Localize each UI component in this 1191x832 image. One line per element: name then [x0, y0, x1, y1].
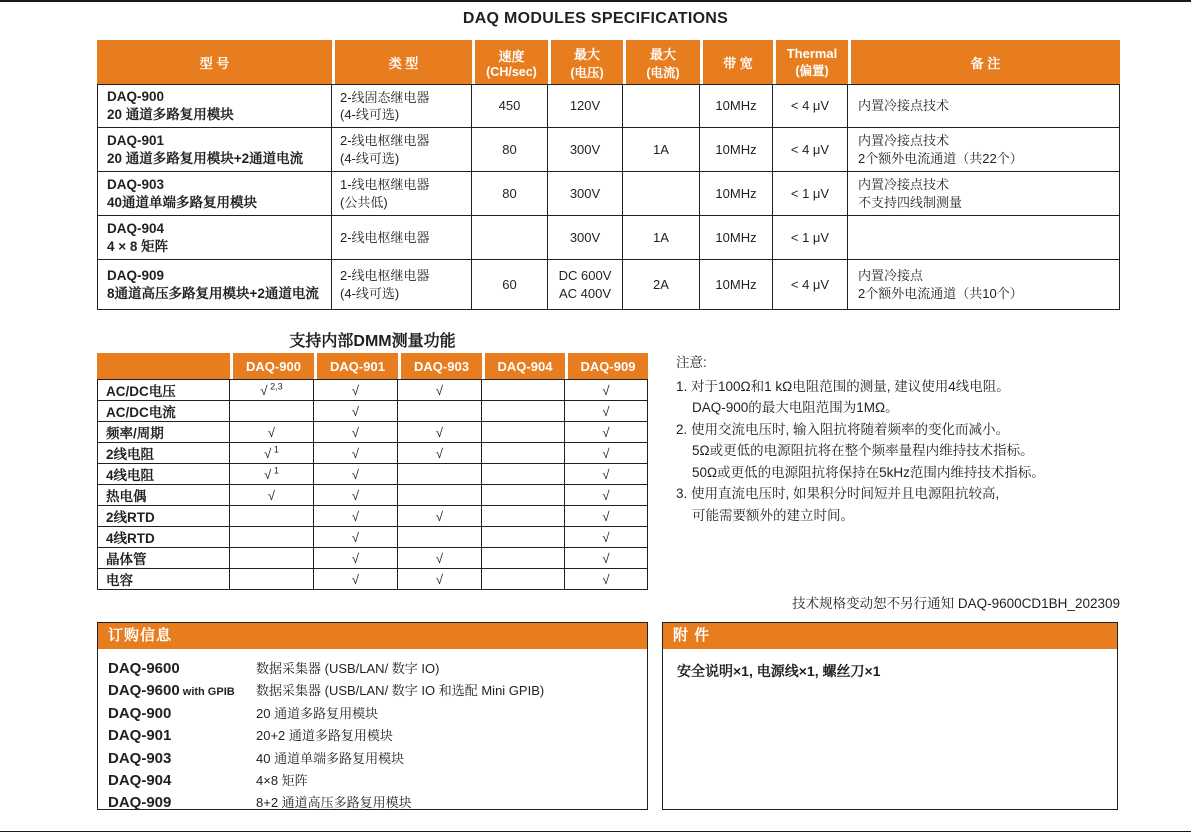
- model-cell: [97, 216, 332, 260]
- check-mark-superscript: 1: [271, 465, 279, 476]
- ordering-item-model: [108, 705, 256, 722]
- check-mark: √: [602, 487, 610, 503]
- check-mark: √: [435, 571, 444, 587]
- spec-col-header: [700, 40, 773, 84]
- dmm-mark-cell: [398, 464, 482, 485]
- type-line: 2-线电枢继电器: [340, 268, 430, 284]
- check-mark: √: [602, 403, 610, 419]
- dmm-table-body: [97, 379, 648, 590]
- dmm-table-row: [97, 527, 648, 548]
- voltage-line: AC 400V: [558, 285, 612, 301]
- check-mark: √: [602, 445, 610, 461]
- ordering-item: [108, 680, 647, 702]
- dmm-table-row: [97, 422, 648, 443]
- model-cell: [97, 128, 332, 172]
- check-mark-superscript: 1: [271, 444, 279, 455]
- dmm-mark-cell: [482, 422, 565, 443]
- notes-section: [676, 352, 1126, 526]
- type-line: 2-线电枢继电器: [340, 133, 430, 149]
- dmm-mark-cell: [398, 485, 482, 506]
- spec-col-header-line2: (CH/sec): [486, 64, 537, 79]
- ordering-item: [108, 792, 647, 814]
- dmm-mark-cell: [314, 464, 398, 485]
- speed-cell: 80: [472, 128, 548, 172]
- current-cell: 1A: [623, 216, 700, 260]
- dmm-mark-cell: [565, 401, 648, 422]
- type-line: 1-线电枢继电器: [340, 177, 430, 193]
- spec-col-header-line1: 最大: [573, 46, 600, 62]
- accessories-box: [662, 622, 1118, 810]
- ordering-item-model-name: DAQ-9600: [108, 660, 180, 677]
- dmm-mark-cell: [565, 485, 648, 506]
- note-line: 3. 使用直流电压时, 如果积分时间短并且电源阻抗较高,: [676, 486, 1000, 501]
- ordering-item-model-suffix: with GPIB: [179, 686, 235, 699]
- ordering-item-desc: 40 通道单端多路复用模块: [256, 750, 405, 766]
- note-line: 1. 对于100Ω和1 kΩ电阻范围的测量, 建议使用4线电阻。: [676, 378, 1010, 394]
- model-cell: [97, 260, 332, 310]
- dmm-col-header: DAQ-909: [565, 353, 648, 379]
- spec-table-row: [97, 172, 1120, 216]
- dmm-mark-cell: [482, 443, 565, 464]
- spec-col-header-line1: Thermal: [786, 45, 838, 61]
- model-line: DAQ-901: [107, 132, 165, 148]
- check-mark: √: [264, 445, 272, 461]
- check-mark: √: [435, 550, 444, 566]
- spec-col-header: [472, 40, 548, 84]
- model-line: 8通道高压多路复用模块+2通道电流: [107, 285, 319, 301]
- spec-col-header-line1: 型 号: [199, 55, 230, 71]
- dmm-mark-cell: [230, 422, 314, 443]
- voltage-cell: [548, 128, 623, 172]
- spec-table-header-row: [97, 40, 1120, 84]
- model-line: DAQ-909: [107, 267, 165, 283]
- dmm-row-label: 2线RTD: [97, 506, 230, 527]
- remarks-line: 内置冷接点技术: [858, 98, 950, 114]
- ordering-item-model: [108, 772, 256, 789]
- model-line: 40通道单端多路复用模块: [107, 194, 258, 210]
- dmm-table-row: [97, 548, 648, 569]
- check-mark: √: [351, 424, 360, 440]
- check-mark: √: [602, 424, 610, 440]
- voltage-line: 300V: [569, 229, 601, 245]
- voltage-line: 300V: [569, 185, 601, 201]
- dmm-table-title: 支持内部DMM测量功能: [289, 333, 456, 350]
- dmm-mark-cell: [482, 379, 565, 401]
- ordering-info-header: 订购信息: [98, 623, 647, 649]
- check-mark: √: [602, 571, 610, 587]
- ordering-item-model-name: DAQ-903: [108, 749, 172, 767]
- speed-cell: 60: [472, 260, 548, 310]
- dmm-mark-cell: [565, 548, 648, 569]
- speed-cell: 80: [472, 172, 548, 216]
- dmm-mark-cell: [398, 548, 482, 569]
- dmm-mark-cell: [314, 569, 398, 590]
- dmm-row-label: 4线电阻: [97, 464, 230, 485]
- dmm-mark-cell: [314, 506, 398, 527]
- ordering-item-model: [108, 682, 256, 699]
- dmm-mark-cell: [565, 443, 648, 464]
- spec-table-body: [97, 84, 1120, 310]
- dmm-table: [97, 353, 648, 590]
- dmm-mark-cell: [565, 379, 648, 401]
- ordering-info-box: [97, 622, 648, 810]
- dmm-table-row: [97, 569, 648, 590]
- note-line: DAQ-900的最大电阻范围为1MΩ。: [692, 400, 899, 415]
- ordering-item-model-name: DAQ-900: [108, 704, 172, 722]
- dmm-mark-cell: [565, 569, 648, 590]
- dmm-mark-cell: [565, 506, 648, 527]
- ordering-item-desc: 20 通道多路复用模块: [256, 705, 379, 721]
- ordering-item-model: [108, 750, 256, 767]
- voltage-cell: [548, 260, 623, 310]
- model-line: 20 通道多路复用模块: [107, 107, 234, 122]
- dmm-mark-cell: [230, 401, 314, 422]
- ordering-item: [108, 703, 647, 725]
- spec-col-header-line1: 类 型: [388, 55, 419, 71]
- current-cell: 1A: [623, 128, 700, 172]
- spec-col-header: [623, 40, 700, 84]
- voltage-line: 300V: [569, 141, 601, 157]
- type-cell: [332, 84, 472, 128]
- dmm-table-row: [97, 464, 648, 485]
- check-mark: √: [260, 382, 268, 398]
- dmm-mark-cell: [565, 422, 648, 443]
- dmm-mark-cell: [230, 569, 314, 590]
- spec-col-header: [848, 40, 1120, 84]
- spec-col-header: [332, 40, 472, 84]
- spec-col-header-line1: 备 注: [970, 55, 1001, 71]
- remarks-line: 不支持四线制测量: [858, 194, 963, 210]
- bandwidth-cell: 10MHz: [700, 172, 773, 216]
- dmm-mark-cell: [230, 485, 314, 506]
- thermal-cell: < 4 μV: [773, 84, 848, 128]
- bandwidth-cell: 10MHz: [700, 216, 773, 260]
- dmm-mark-cell: [565, 527, 648, 548]
- dmm-mark-cell: [398, 569, 482, 590]
- check-mark: √: [602, 466, 610, 482]
- check-mark: √: [602, 382, 610, 398]
- spec-col-header: [97, 40, 332, 84]
- current-cell: [623, 84, 700, 128]
- thermal-cell: < 4 μV: [773, 260, 848, 310]
- check-mark: √: [435, 508, 444, 524]
- spec-table-row: [97, 216, 1120, 260]
- note-line: 可能需要额外的建立时间。: [692, 507, 854, 523]
- ordering-item: [108, 770, 647, 792]
- ordering-item-model-name: DAQ-9600: [108, 682, 180, 700]
- remarks-line: 内置冷接点技术: [858, 177, 950, 193]
- thermal-cell: < 1 μV: [773, 172, 848, 216]
- voltage-cell: [548, 84, 623, 128]
- remarks-cell: [848, 216, 1120, 260]
- ordering-item-model-name: DAQ-904: [108, 771, 172, 789]
- dmm-row-label: 频率/周期: [97, 422, 230, 443]
- dmm-mark-cell: [398, 506, 482, 527]
- dmm-row-label: 4线RTD: [97, 527, 230, 548]
- notes-lines: [676, 376, 1126, 527]
- type-cell: [332, 260, 472, 310]
- notes-heading: 注意:: [676, 355, 707, 370]
- spec-table: [97, 40, 1120, 310]
- check-mark: √: [267, 424, 276, 440]
- remarks-cell: [848, 128, 1120, 172]
- ordering-item-desc: 数据采集器 (USB/LAN/ 数字 IO 和选配 Mini GPIB): [256, 683, 545, 699]
- type-cell: [332, 216, 472, 260]
- dmm-col-header: DAQ-901: [314, 353, 398, 379]
- check-mark: √: [435, 382, 444, 398]
- check-mark: √: [602, 508, 610, 524]
- accessories-content: 安全说明×1, 电源线×1, 螺丝刀×1: [677, 663, 881, 679]
- type-cell: [332, 128, 472, 172]
- footer-note: 技术规格变动恕不另行通知 DAQ-9600CD1BH_202309: [792, 596, 1120, 611]
- speed-cell: 450: [472, 84, 548, 128]
- dmm-mark-cell: [398, 527, 482, 548]
- check-mark: √: [351, 550, 360, 566]
- dmm-col-header: DAQ-903: [398, 353, 482, 379]
- current-cell: 2A: [623, 260, 700, 310]
- dmm-mark-cell: [314, 527, 398, 548]
- check-mark: √: [264, 466, 272, 482]
- check-mark: √: [602, 529, 610, 545]
- dmm-row-label: 热电偶: [97, 485, 230, 506]
- dmm-row-label: AC/DC电流: [97, 401, 230, 422]
- dmm-mark-cell: [230, 379, 314, 401]
- speed-cell: [472, 216, 548, 260]
- dmm-mark-cell: [565, 464, 648, 485]
- spec-col-header-line2: (偏置): [795, 63, 829, 78]
- type-line: 2-线电枢继电器: [340, 229, 430, 245]
- thermal-cell: < 1 μV: [773, 216, 848, 260]
- dmm-mark-cell: [398, 379, 482, 401]
- check-mark: √: [435, 445, 444, 461]
- check-mark: √: [351, 529, 360, 545]
- dmm-mark-cell: [482, 569, 565, 590]
- ordering-item-desc: 8+2 通道高压多路复用模块: [256, 795, 412, 811]
- dmm-table-row: [97, 485, 648, 506]
- spec-col-header-line1: 最大: [649, 46, 676, 62]
- spec-table-row: [97, 128, 1120, 172]
- bandwidth-cell: 10MHz: [700, 260, 773, 310]
- ordering-items: [98, 649, 647, 815]
- model-line: DAQ-903: [107, 176, 165, 192]
- type-line: (4-线可选): [340, 285, 400, 301]
- dmm-row-label: 晶体管: [97, 548, 230, 569]
- current-cell: [623, 172, 700, 216]
- remarks-line: 2个额外电流通道（共10个）: [858, 285, 1023, 301]
- spec-col-header-line2: (电压): [570, 65, 604, 80]
- remarks-line: 2个额外电流通道（共22个）: [858, 150, 1023, 166]
- ordering-item-desc: 4×8 矩阵: [256, 772, 308, 788]
- dmm-mark-cell: [230, 527, 314, 548]
- dmm-mark-cell: [398, 443, 482, 464]
- dmm-mark-cell: [314, 443, 398, 464]
- ordering-item-model-name: DAQ-901: [108, 727, 172, 745]
- dmm-mark-cell: [482, 464, 565, 485]
- dmm-mark-cell: [482, 506, 565, 527]
- note-line: 5Ω或更低的电源阻抗将在整个频率量程内维持技术指标。: [692, 443, 1034, 458]
- dmm-table-row: [97, 401, 648, 422]
- type-line: 2-线固态继电器: [340, 89, 430, 105]
- dmm-mark-cell: [230, 443, 314, 464]
- dmm-row-label: 电容: [97, 569, 230, 590]
- check-mark: √: [351, 571, 360, 587]
- spec-col-header: [773, 40, 848, 84]
- remarks-line: 内置冷接点技术: [858, 133, 950, 149]
- type-line: (4-线可选): [340, 150, 400, 166]
- dmm-row-label: 2线电阻: [97, 443, 230, 464]
- model-line: DAQ-904: [107, 220, 165, 236]
- check-mark: √: [351, 487, 360, 503]
- thermal-cell: < 4 μV: [773, 128, 848, 172]
- dmm-mark-cell: [314, 422, 398, 443]
- bandwidth-cell: 10MHz: [700, 84, 773, 128]
- model-cell: [97, 84, 332, 128]
- remarks-cell: [848, 260, 1120, 310]
- check-mark: √: [351, 508, 360, 524]
- dmm-mark-cell: [482, 485, 565, 506]
- check-mark: √: [435, 424, 444, 440]
- check-mark: √: [351, 403, 360, 419]
- dmm-mark-cell: [314, 548, 398, 569]
- dmm-row-label: AC/DC电压: [97, 379, 230, 401]
- dmm-col-header: DAQ-900: [230, 353, 314, 379]
- dmm-col-header: DAQ-904: [482, 353, 565, 379]
- spec-col-header-line1: 速度: [498, 48, 525, 64]
- spec-col-header: [548, 40, 623, 84]
- remarks-cell: [848, 84, 1120, 128]
- accessories-header: 附 件: [663, 623, 1117, 649]
- dmm-mark-cell: [314, 401, 398, 422]
- check-mark: √: [602, 550, 610, 566]
- ordering-item-model: [108, 660, 256, 677]
- dmm-mark-cell: [230, 548, 314, 569]
- voltage-cell: [548, 172, 623, 216]
- model-line: 20 通道多路复用模块+2通道电流: [107, 150, 304, 166]
- ordering-item-desc: 数据采集器 (USB/LAN/ 数字 IO): [256, 661, 440, 676]
- dmm-mark-cell: [398, 422, 482, 443]
- ordering-item: [108, 748, 647, 770]
- spec-table-row: [97, 84, 1120, 128]
- dmm-mark-cell: [482, 548, 565, 569]
- ordering-item: [108, 658, 647, 680]
- model-line: DAQ-900: [107, 89, 165, 105]
- note-line: 50Ω或更低的电源阻抗将保持在5kHz范围内维持技术指标。: [692, 464, 1045, 480]
- page-top-rule: [0, 0, 1191, 2]
- remarks-line: 内置冷接点: [858, 268, 924, 284]
- model-cell: [97, 172, 332, 216]
- check-mark: √: [351, 382, 360, 398]
- voltage-cell: [548, 216, 623, 260]
- dmm-mark-cell: [482, 401, 565, 422]
- spec-col-header-line2: (电流): [646, 65, 680, 80]
- remarks-cell: [848, 172, 1120, 216]
- ordering-item-desc: 20+2 通道多路复用模块: [256, 728, 393, 744]
- check-mark: √: [351, 466, 360, 482]
- type-line: (4-线可选): [340, 107, 400, 122]
- spec-col-header-line1: 带 宽: [723, 55, 753, 71]
- ordering-item: [108, 725, 647, 747]
- voltage-line: 120V: [569, 98, 601, 114]
- ordering-item-model: [108, 794, 256, 811]
- check-mark: √: [351, 445, 360, 461]
- dmm-mark-cell: [314, 379, 398, 401]
- check-mark-superscript: 2,3: [267, 381, 283, 392]
- type-line: (公共低): [340, 194, 388, 210]
- dmm-table-row: [97, 379, 648, 401]
- dmm-mark-cell: [482, 527, 565, 548]
- spec-table-row: [97, 260, 1120, 310]
- voltage-line: DC 600V: [558, 268, 612, 284]
- note-line: 2. 使用交流电压时, 输入阻抗将随着频率的变化而减小。: [676, 421, 1010, 437]
- page-title: DAQ MODULES SPECIFICATIONS: [462, 10, 729, 27]
- check-mark: √: [267, 487, 276, 503]
- type-cell: [332, 172, 472, 216]
- dmm-mark-cell: [230, 464, 314, 485]
- dmm-table-row: [97, 443, 648, 464]
- dmm-corner-header: [97, 353, 230, 379]
- model-line: 4 × 8 矩阵: [107, 238, 169, 254]
- ordering-item-model-name: DAQ-909: [108, 794, 172, 812]
- dmm-table-row: [97, 506, 648, 527]
- dmm-mark-cell: [230, 506, 314, 527]
- bandwidth-cell: 10MHz: [700, 128, 773, 172]
- dmm-mark-cell: [398, 401, 482, 422]
- dmm-mark-cell: [314, 485, 398, 506]
- ordering-item-model: [108, 727, 256, 744]
- dmm-table-header-row: [97, 353, 648, 379]
